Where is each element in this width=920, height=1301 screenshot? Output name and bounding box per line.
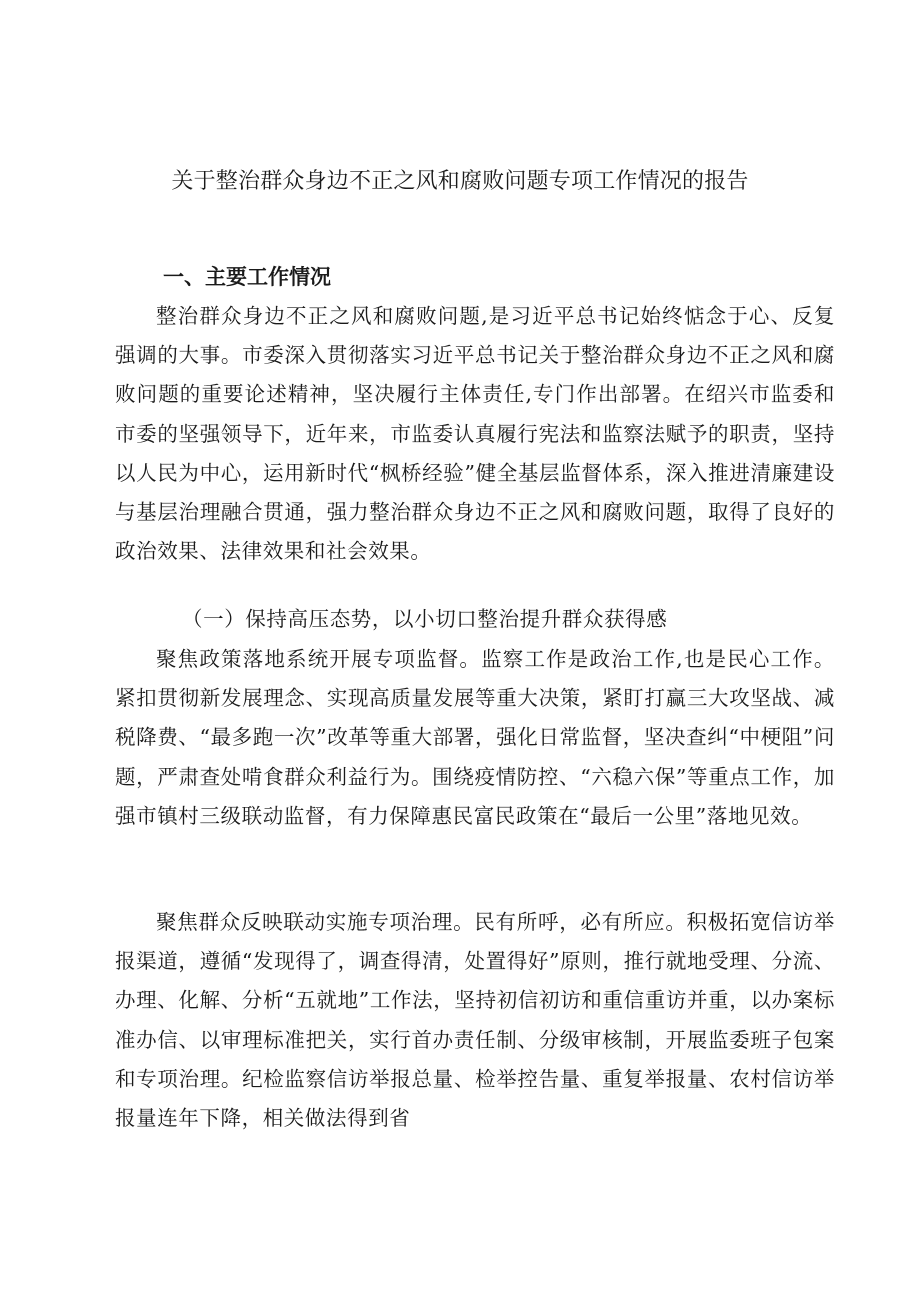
paragraph: 聚焦群众反映联动实施专项治理。民有所呼，必有所应。积极拓宽信访举报渠道，遵循“发现得了，调查得清，处置得好”原则，推行就地受理、分流、办理、化解、分析“五就地”工作法，坚持初信初访和重信重访并重，以办案标准办信、以审理标准把关，实行首办责任制、分级审核制，开展监委班子包案和专项治理。纪检监察信访举报总量、检举控告量、重复举报量、农村信访举报量连年下降，相关做法得到省 xyxy=(115,910,835,1131)
paragraph: 整治群众身边不正之风和腐败问题,是习近平总书记始终惦念于心、反复强调的大事。市委深入贯彻落实习近平总书记关于整治群众身边不正之风和腐败问题的重要论述精神，坚决履行主体责任,专门作出部署。在绍兴市监委和市委的坚强领导下，近年来，市监委认真履行宪法和监察法赋予的职责，坚持以人民为中心，运用新时代“枫桥经验”健全基层监督体系，深入推进清廉建设与基层治理融合贯通，强力整治群众身边不正之风和腐败问题，取得了良好的政治效果、法律效果和社会效果。 xyxy=(115,304,835,564)
section-heading: 一、主要工作情况 xyxy=(163,265,331,289)
document-title: 关于整治群众身边不正之风和腐败问题专项工作情况的报告 xyxy=(171,169,749,194)
subsection-heading: （一）保持高压态势，以小切口整治提升群众获得感 xyxy=(182,607,668,631)
paragraph: 聚焦政策落地系统开展专项监督。监察工作是政治工作,也是民心工作。紧扣贯彻新发展理念、实现高质量发展等重大决策，紧盯打赢三大攻坚战、减税降费、“最多跑一次”改革等重大部署，强化日常监督，坚决查纠“中梗阻”问题，严肃查处啃食群众利益行为。围绕疫情防控、“六稳六保”等重点工作，加强市镇村三级联动监督，有力保障惠民富民政策在“最后一公里”落地见效。 xyxy=(115,647,835,828)
